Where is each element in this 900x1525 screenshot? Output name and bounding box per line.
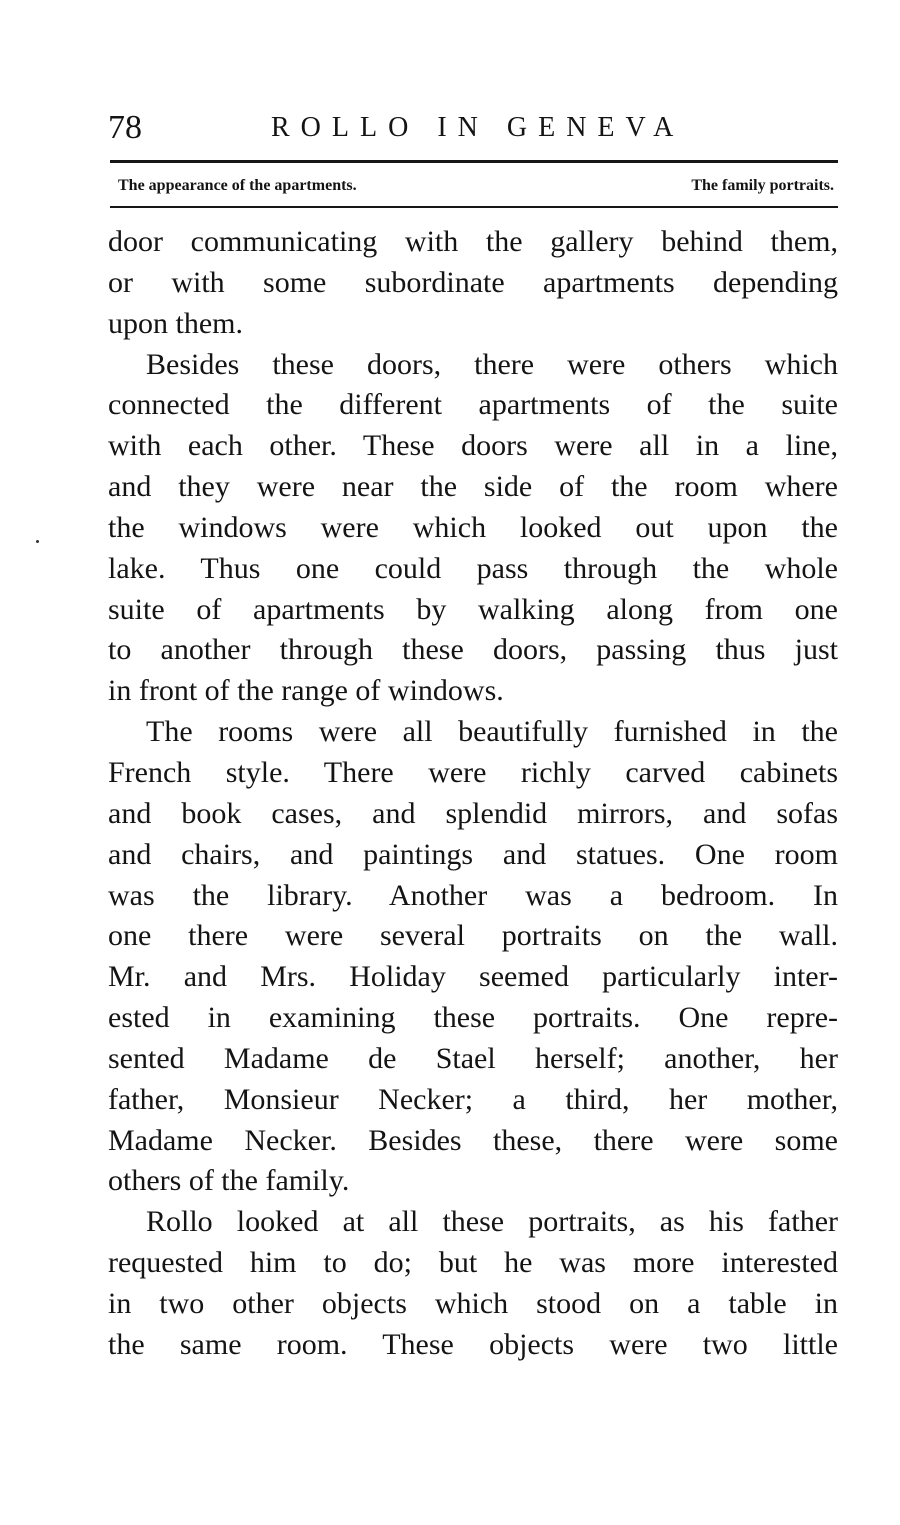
- page-header: [108, 102, 838, 154]
- text-line: and chairs, and paintings and statues. One room: [108, 837, 838, 871]
- text-line: Mr. and Mrs. Holiday seemed particularly inter-: [108, 960, 838, 994]
- text-line: Besides these doors, there were others which: [146, 347, 838, 381]
- text-line: French style. There were richly carved cabinets: [108, 755, 838, 789]
- margin-speck: [36, 540, 39, 543]
- text-line: one there were several portraits on the wall.: [108, 919, 838, 953]
- text-line: father, Monsieur Necker; a third, her mother,: [108, 1082, 838, 1116]
- header-rule-bottom: [110, 206, 838, 208]
- section-subheads: [118, 172, 834, 200]
- text-line: in two other objects which stood on a table in: [108, 1286, 838, 1320]
- text-line: upon them.: [108, 306, 243, 340]
- text-line: The rooms were all beautifully furnished in the: [146, 715, 838, 749]
- subhead-right: The family portraits.: [691, 177, 834, 194]
- page-number: 78: [108, 109, 142, 146]
- text-line: ested in examining these portraits. One repre-: [108, 1001, 838, 1035]
- text-line: in front of the range of windows.: [108, 674, 504, 708]
- text-line: with each other. These doors were all in a line,: [108, 429, 838, 463]
- text-line: and book cases, and splendid mirrors, and sofas: [108, 796, 838, 830]
- text-line: the same room. These objects were two little: [108, 1327, 838, 1361]
- text-line: others of the family.: [108, 1164, 350, 1198]
- subhead-left: The appearance of the apartments.: [118, 177, 357, 194]
- text-line: lake. Thus one could pass through the whole: [108, 551, 838, 585]
- text-line: Madame Necker. Besides these, there were some: [108, 1123, 838, 1157]
- running-title: ROLLO IN GENEVA: [271, 112, 685, 143]
- text-line: sented Madame de Stael herself; another, her: [108, 1041, 838, 1075]
- text-line: door communicating with the gallery behind them,: [108, 225, 838, 258]
- text-line: requested him to do; but he was more interested: [108, 1246, 838, 1280]
- text-line: Rollo looked at all these portraits, as his father: [146, 1205, 838, 1239]
- text-line: suite of apartments by walking along from one: [108, 592, 838, 626]
- body-text: [108, 222, 838, 1366]
- text-line: to another through these doors, passing thus just: [108, 633, 838, 667]
- text-line: the windows were which looked out upon the: [108, 510, 838, 544]
- text-line: or with some subordinate apartments depending: [108, 265, 838, 299]
- text-line: and they were near the side of the room where: [108, 470, 838, 504]
- text-line: connected the different apartments of the suite: [108, 388, 838, 422]
- header-rule-top: [110, 160, 838, 163]
- text-line: was the library. Another was a bedroom. In: [108, 878, 838, 912]
